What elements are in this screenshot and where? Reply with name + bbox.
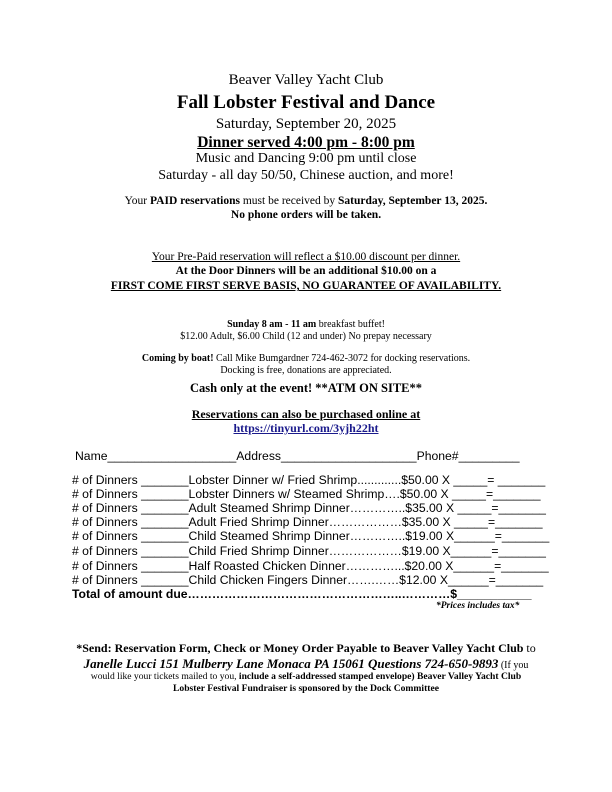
total-amount-due[interactable]: Total of amount due……………………………………………..…………$___________: [72, 587, 532, 601]
dinner-row[interactable]: # of Dinners _______Child Fried Shrimp Dinner………………$19.00 X______=_______: [72, 544, 546, 558]
dinner-row[interactable]: # of Dinners _______Child Chicken Fingers Dinner…….……$12.00 X______=_______: [72, 573, 544, 587]
cash-only: Cash only at the event! **ATM ON SITE**: [189, 381, 423, 395]
dinner-row[interactable]: # of Dinners _______Lobster Dinner w/ Fried Shrimp.............$50.00 X _____= _______: [72, 473, 546, 487]
dinner-row[interactable]: # of Dinners _______Half Roasted Chicken Dinner…………...$20.00 X______=_______: [72, 559, 549, 573]
paid-reservations: PAID reservations: [150, 195, 240, 207]
boat-label: Coming by boat!: [141, 353, 214, 364]
first-come-notice: FIRST COME FIRST SERVE BASIS, NO GUARANTEE OF AVAILABILITY.: [110, 280, 502, 292]
sunday-breakfast: [0, 319, 612, 330]
send-instructions: [0, 641, 612, 656]
prepaid-discount: Your Pre-Paid reservation will reflect a $10.00 discount per dinner.: [151, 251, 461, 263]
name-address-phone-line[interactable]: Name___________________Address____________________Phone#_________: [75, 449, 520, 463]
extras-line: Saturday - all day 50/50, Chinese auction, and more!: [158, 168, 454, 183]
sunday-time: Sunday 8 am - 11 am: [227, 319, 317, 330]
tickets-text: would like your tickets mailed to you,: [90, 671, 239, 682]
dinner-row[interactable]: # of Dinners _______Lobster Dinners w/ Steamed Shrimp….$50.00 X _____=_______: [72, 487, 541, 501]
send-label: *Send: Reservation Form, Check or Money Order Payable to Beaver Valley Yacht Club: [76, 641, 524, 655]
address-text: Janelle Lucci 151 Mulberry Lane Monaca PA 15061 Questions 724-650-9893: [83, 656, 499, 671]
online-label: Reservations can also be purchased online at: [191, 407, 421, 421]
music-line: Music and Dancing 9:00 pm until close: [195, 151, 417, 166]
if-you-text: (If you: [498, 660, 529, 671]
reservation-deadline: [0, 195, 612, 207]
reservation-prefix: Your: [124, 195, 151, 207]
sunday-buffet: breakfast buffet!: [316, 319, 385, 330]
tax-note: *Prices includes tax*: [436, 601, 520, 611]
event-date: Saturday, September 20, 2025: [215, 116, 397, 132]
club-name: Beaver Valley Yacht Club: [228, 72, 384, 88]
no-phone-orders: No phone orders will be taken.: [230, 209, 382, 221]
dinner-time: Dinner served 4:00 pm - 8:00 pm: [197, 134, 415, 151]
online-url-link[interactable]: https://tinyurl.com/3yjh22ht: [233, 421, 379, 435]
dinner-row[interactable]: # of Dinners _______Adult Fried Shrimp Dinner………………$35.00 X _____=_______: [72, 515, 543, 529]
boat-text: Call Mike Bumgardner 724-462-3072 for docking reservations.: [213, 353, 471, 364]
event-title: Fall Lobster Festival and Dance: [176, 92, 436, 113]
sunday-prices: $12.00 Adult, $6.00 Child (12 and under) No prepay necessary: [180, 331, 432, 342]
mailing-address: [0, 656, 612, 672]
door-surcharge: At the Door Dinners will be an additional $10.00 on a: [175, 265, 437, 277]
deadline-date: Saturday, September 13, 2025.: [338, 195, 488, 207]
sponsor-line: Lobster Festival Fundraiser is sponsored by the Dock Committee: [173, 683, 439, 694]
boat-info: [0, 353, 612, 364]
docking-info: Docking is free, donations are appreciated.: [220, 365, 392, 376]
reservation-middle: must be received by: [239, 195, 339, 207]
tickets-bold-text: include a self-addressed stamped envelope) Beaver Valley Yacht Club: [238, 671, 522, 682]
dinner-row[interactable]: # of Dinners _______Child Steamed Shrimp Dinner…………..$19.00 X______=_______: [72, 529, 550, 543]
tickets-mailed: [0, 671, 612, 682]
dinner-row[interactable]: # of Dinners _______Adult Steamed Shrimp Dinner…………..$35.00 X _____=_______: [72, 501, 546, 515]
send-to: to: [523, 641, 536, 655]
